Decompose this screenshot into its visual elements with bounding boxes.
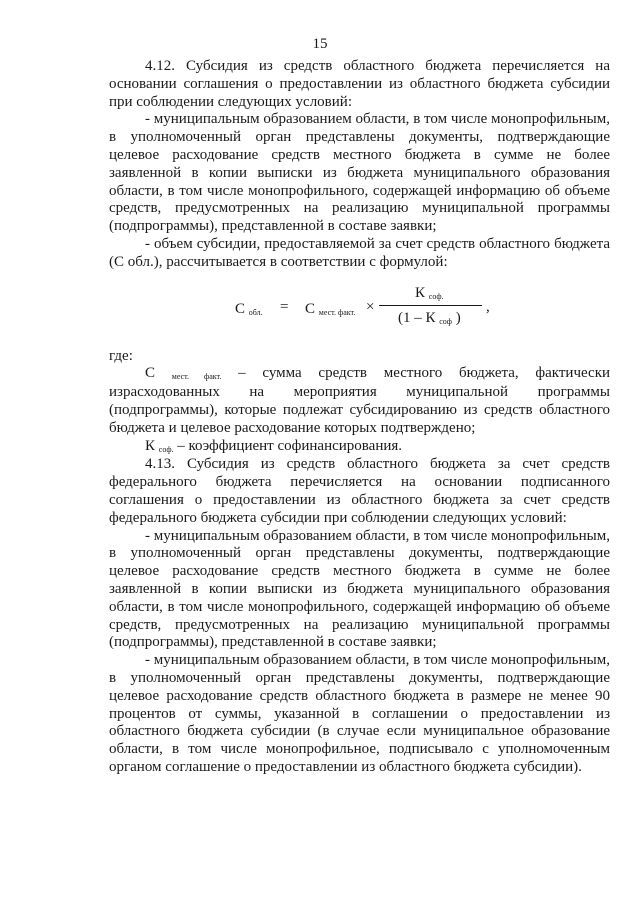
where-label: где:: [109, 347, 133, 364]
formula-equals: =: [280, 298, 289, 315]
formula-rhs: С мест. факт.: [305, 300, 356, 317]
subsidy-formula: [109, 274, 610, 346]
fraction-bar: [379, 305, 482, 306]
formula-comma: ,: [486, 298, 490, 315]
paragraph-4-13: 4.13. Субсидия из средств областного бюджета за счет средств федерального бюджета перечисляется на основании подписанного соглашения о предоставлении из областного бюджета за счет средств федерального бюджета субсидии при соблюдении следующих условий:: [109, 456, 610, 526]
formula-numerator: К соф.: [415, 284, 444, 301]
paragraph-4-12: 4.12. Субсидия из средств областного бюджета перечисляется на основании соглашения о предоставлении из областного бюджета субсидии при соблюдении следующих условий:: [109, 58, 610, 110]
definition-cofinancing: К соф. – коэффициент софинансирования.: [145, 437, 403, 454]
formula-denominator: (1 – К соф ): [398, 309, 461, 326]
page-number: 15: [312, 36, 328, 52]
document-body: [109, 58, 610, 777]
definition-local-actual: С мест. факт. – сумма средств местного бюджета, фактически израсходованных на мероприятия муниципальной программы (подпрограммы), которые подлежат субсидированию из средств областного бюджета и целевое расходование которых подтверждено;: [109, 365, 611, 436]
condition-documents-local-budget: - муниципальным образованием области, в том числе монопрофильным, в уполномоченный орган представлены документы, подтверждающие целевое расходование средств местного бюджета в сумме не более заявленной в копии выписки из бюджета муниципального образования области, в том числе монопрофильного, содержащей информацию об объеме средств, предусмотренных на реализацию муниципальной программы (подпрограммы), представленной в составе заявки;: [109, 111, 610, 235]
formula-lhs: С обл.: [235, 300, 263, 317]
condition-documents-regional-budget: - муниципальным образованием области, в том числе монопрофильным, в уполномоченный орган представлены документы, подтверждающие целевое расходование средств областного бюджета в размере не менее 90 процентов от суммы, указанной в соглашении о предоставлении из областного бюджета субсидии (в случае если муниципальное образование области, в том числе монопрофильное, подписывало с уполномоченным органом соглашение о предоставлении из областного бюджета субсидии).: [109, 652, 610, 775]
condition-subsidy-volume: - объем субсидии, предоставляемой за счет средств областного бюджета (С обл.), рассчитывается в соответствии с формулой:: [109, 235, 610, 270]
condition-documents-local-budget-federal: - муниципальным образованием области, в том числе монопрофильным, в уполномоченный орган представлены документы, подтверждающие целевое расходование средств местного бюджета в сумме не более заявленной в копии выписки из бюджета муниципального образования области, в том числе монопрофильного, содержащей информацию об объеме средств, предусмотренных на реализацию муниципальной программы (подпрограммы), представленной в составе заявки;: [109, 527, 610, 651]
formula-times: ×: [366, 298, 375, 315]
